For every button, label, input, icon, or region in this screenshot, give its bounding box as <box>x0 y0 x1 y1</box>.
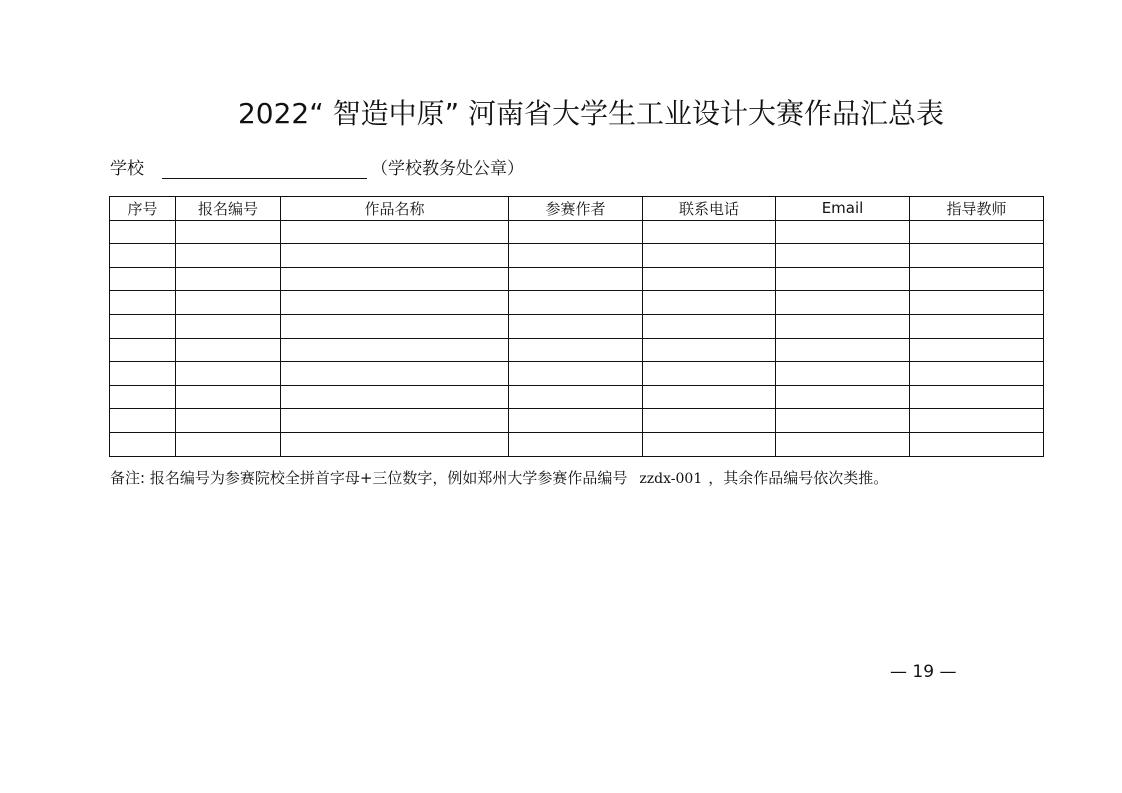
table-cell <box>176 244 281 268</box>
table-row <box>110 432 1044 456</box>
entry-summary-table <box>109 196 1044 457</box>
table-cell <box>176 409 281 433</box>
table-row <box>110 385 1044 409</box>
table-cell <box>776 409 910 433</box>
table-cell <box>776 220 910 244</box>
table-cell <box>776 362 910 386</box>
table-cell <box>176 291 281 315</box>
remark-suffix: ，其余作品编号依次类推。 <box>708 469 889 487</box>
table-cell <box>509 338 643 362</box>
table-cell <box>110 338 176 362</box>
table-cell <box>110 267 176 291</box>
table-cell <box>110 244 176 268</box>
table-row <box>110 338 1044 362</box>
table-cell <box>281 409 509 433</box>
table-cell <box>509 385 643 409</box>
table-body <box>110 220 1044 456</box>
table-cell <box>281 338 509 362</box>
table-row <box>110 291 1044 315</box>
table-cell <box>176 432 281 456</box>
school-name-blank <box>162 158 367 179</box>
table-cell <box>509 267 643 291</box>
table-cell <box>110 314 176 338</box>
column-header: 作品名称 <box>281 197 509 221</box>
table-cell <box>509 244 643 268</box>
remark-note <box>110 467 888 488</box>
table-cell <box>643 220 776 244</box>
page-number: — 19 — <box>890 662 957 682</box>
stamp-note: （学校教务处公章） <box>371 159 524 179</box>
table-cell <box>281 385 509 409</box>
table-cell <box>643 409 776 433</box>
table-cell <box>643 338 776 362</box>
table-cell <box>776 314 910 338</box>
table-cell <box>176 220 281 244</box>
table-cell <box>643 385 776 409</box>
table-cell <box>509 314 643 338</box>
table-cell <box>281 267 509 291</box>
table-cell <box>509 362 643 386</box>
table-cell <box>776 244 910 268</box>
table-cell <box>910 314 1044 338</box>
table-cell <box>643 267 776 291</box>
table-cell <box>910 432 1044 456</box>
table-cell <box>281 432 509 456</box>
table-cell <box>176 338 281 362</box>
table-row <box>110 220 1044 244</box>
table-cell <box>110 362 176 386</box>
table-cell <box>509 409 643 433</box>
table-cell <box>110 385 176 409</box>
table-cell <box>910 338 1044 362</box>
table-cell <box>110 291 176 315</box>
table-cell <box>509 220 643 244</box>
table-cell <box>281 220 509 244</box>
table-cell <box>509 291 643 315</box>
table-cell <box>643 432 776 456</box>
table-cell <box>910 220 1044 244</box>
column-header: 参赛作者 <box>509 197 643 221</box>
table-cell <box>509 432 643 456</box>
table-cell <box>776 267 910 291</box>
table-cell <box>281 362 509 386</box>
table-cell <box>776 432 910 456</box>
table-cell <box>176 314 281 338</box>
table-cell <box>910 267 1044 291</box>
column-header: 报名编号 <box>176 197 281 221</box>
school-label: 学校 <box>110 159 144 179</box>
table-row <box>110 362 1044 386</box>
table-cell <box>281 314 509 338</box>
table-cell <box>176 362 281 386</box>
table-cell <box>176 385 281 409</box>
table-cell <box>281 244 509 268</box>
column-header: Email <box>776 197 910 221</box>
remark-prefix: 备注: 报名编号为参赛院校全拼首字母+三位数字，例如郑州大学参赛作品编号 <box>110 469 628 487</box>
table-cell <box>776 338 910 362</box>
table-cell <box>643 291 776 315</box>
school-line <box>110 154 524 179</box>
table-cell <box>910 291 1044 315</box>
table-row <box>110 244 1044 268</box>
column-header: 联系电话 <box>643 197 776 221</box>
document-title: 2022“ 智造中原” 河南省大学生工业设计大赛作品汇总表 <box>237 97 945 130</box>
table-cell <box>110 409 176 433</box>
column-header: 序号 <box>110 197 176 221</box>
table-cell <box>910 409 1044 433</box>
table-cell <box>776 385 910 409</box>
table-cell <box>776 291 910 315</box>
table-cell <box>110 220 176 244</box>
table-header-row <box>110 197 1044 221</box>
table-cell <box>910 244 1044 268</box>
table-cell <box>176 267 281 291</box>
table-cell <box>110 432 176 456</box>
table-cell <box>910 362 1044 386</box>
table-cell <box>910 385 1044 409</box>
column-header: 指导教师 <box>910 197 1044 221</box>
table-cell <box>643 244 776 268</box>
example-code: zzdx-001 <box>639 471 703 487</box>
table-cell <box>281 291 509 315</box>
table-cell <box>643 362 776 386</box>
table-row <box>110 409 1044 433</box>
table-row <box>110 267 1044 291</box>
table-row <box>110 314 1044 338</box>
table-cell <box>643 314 776 338</box>
